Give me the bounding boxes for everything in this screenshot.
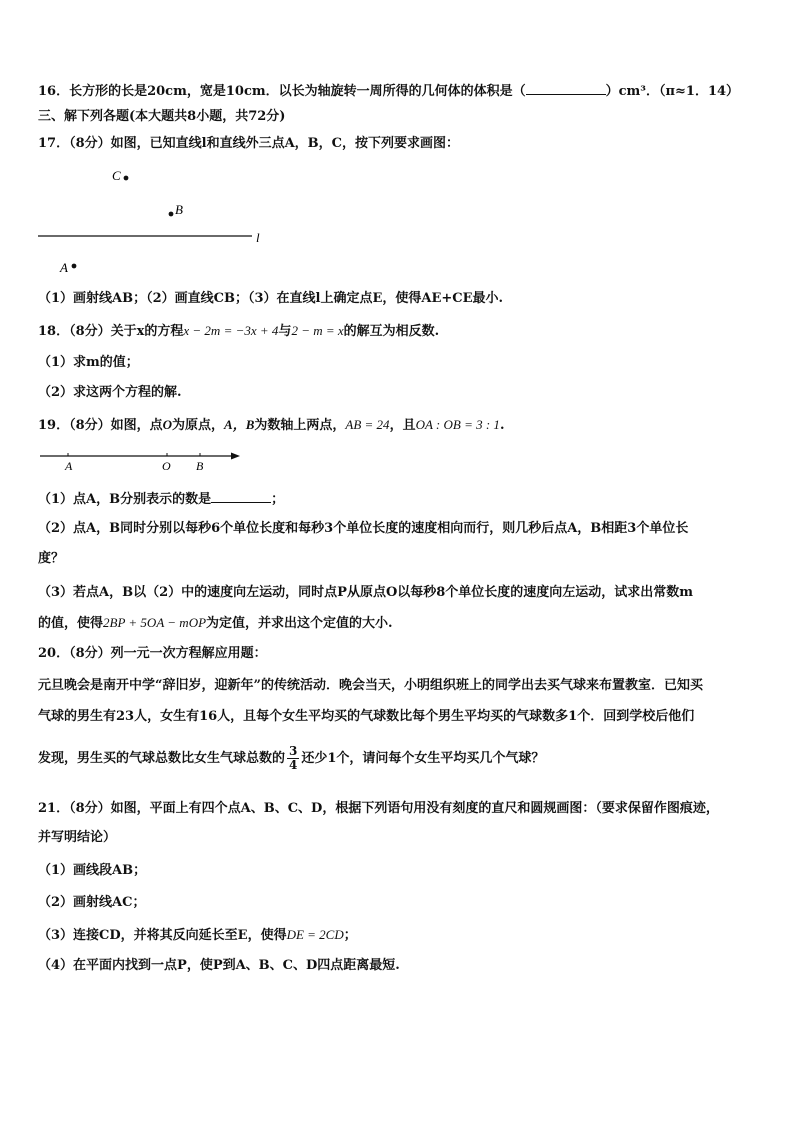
q19-part-2b: 度？: [38, 551, 65, 566]
q19-part-2a: （2）点A，B同时分别以每秒6个单位长度和每秒3个单位长度的速度相向而行，则几秒后点A，B相距3个单位长: [38, 521, 689, 536]
q18-stem-c: 的解互为相反数.: [343, 324, 440, 339]
q16-text-b: ）cm³．（π≈1．14）: [605, 84, 740, 99]
q18-equation-1: x − 2m = −3x + 4: [183, 323, 279, 338]
q19-equation-2: OA : OB = 3 : 1: [415, 417, 500, 432]
q19-stem-a: 19．（8分）如图，点: [38, 418, 163, 433]
q17-point-b: [169, 212, 174, 217]
q20-line-3: [38, 745, 544, 773]
q19-label-b: B: [196, 459, 204, 473]
q19-number-line: [36, 448, 246, 474]
q19-stem-c: 为数轴上两点，: [254, 418, 346, 433]
q19-stem-e: .: [499, 418, 505, 433]
q21-stem-b: 并写明结论）: [38, 830, 117, 845]
q20-line-1: 元旦晚会是南开中学“辞旧岁，迎新年”的传统活动．晚会当天，小明组织班上的同学出去买气球来布置教室．已知买: [38, 678, 703, 693]
q19-axis-arrow: [231, 453, 240, 460]
q17-figure: [30, 160, 290, 280]
q20-fraction-denominator: 4: [289, 758, 298, 772]
q20-fraction: [287, 745, 299, 772]
q19-part-3-expression: 2BP + 5OA − mOP: [103, 615, 207, 630]
q21-part-4: （4）在平面内找到一点P，使P到A、B、C、D四点距离最短.: [38, 958, 400, 973]
q19-stem-b: 为原点，: [172, 418, 225, 433]
q17-stem: 17．（8分）如图，已知直线l和直线外三点A，B，C，按下列要求画图：: [38, 136, 459, 151]
q18-stem-a: 18．（8分）关于x的方程: [38, 324, 184, 339]
q16-line: [38, 82, 739, 101]
q21-part-3a: （3）连接CD，并将其反向延长至E，使得: [38, 928, 287, 943]
q21-part-3: [38, 926, 357, 945]
q17-point-a: [72, 264, 77, 269]
q16-text-a: 16．长方形的长是20cm，宽是10cm．以长为轴旋转一周所得的几何体的体积是（: [38, 84, 526, 99]
q17-parts: （1）画射线AB；（2）画直线CB；（3）在直线l上确定点E，使得AE+CE最小.: [38, 291, 504, 306]
q19-label-a: A: [65, 459, 73, 473]
q18-part-1: （1）求m的值；: [38, 355, 139, 370]
q19-answer-blank[interactable]: [211, 490, 271, 503]
q19-o: O: [162, 417, 173, 432]
q18-equation-2: 2 − m = x: [291, 323, 344, 338]
q20-line-2: 气球的男生有23人，女生有16人，且每个女生平均买的气球数比每个男生平均买的气球数多1个．回到学校后他们: [38, 709, 695, 724]
q20-fraction-numerator: 3: [289, 744, 298, 758]
q17-label-a: A: [60, 260, 68, 275]
q20-line-3a: 发现，男生买的气球总数比女生气球总数的: [38, 751, 286, 766]
q19-label-o: O: [162, 459, 171, 473]
q17-point-c: [124, 176, 129, 181]
q19-part-1-end: ；: [271, 492, 285, 507]
q19-part-3a: （3）若点A，B以（2）中的速度向左运动，同时点P从原点O以每秒8个单位长度的速度向左运动，试求出常数m: [38, 585, 694, 600]
q21-stem-a: 21．（8分）如图，平面上有四个点A、B、C、D，根据下列语句用没有刻度的直尺和圆规画图：（要求保留作图痕迹，: [38, 801, 719, 816]
q17-label-l: l: [256, 230, 260, 245]
q21-part-2: （2）画射线AC；: [38, 895, 146, 910]
q18-stem-b: 与: [278, 324, 292, 339]
q21-part-3-equation: DE = 2CD: [286, 927, 344, 942]
q19-stem-d: ，且: [389, 418, 416, 433]
q17-label-c: C: [112, 168, 121, 183]
q17-label-b: B: [175, 202, 183, 217]
q19-part-1: [38, 490, 284, 509]
q19-stem: [38, 416, 504, 435]
q16-answer-blank[interactable]: [526, 82, 606, 95]
q19-part-3b-2: 为定值，并求出这个定值的大小.: [206, 616, 393, 631]
q18-stem: [38, 322, 439, 341]
q21-part-3b: ；: [343, 928, 357, 943]
section-3-heading: 三、解下列各题(本大题共8小题，共72分): [38, 109, 286, 124]
q21-part-1: （1）画线段AB；: [38, 863, 147, 878]
q19-equation-1: AB = 24: [345, 417, 390, 432]
q18-part-2: （2）求这两个方程的解.: [38, 385, 182, 400]
q19-part-3b: [38, 614, 393, 633]
q19-part-3b-1: 的值，使得: [38, 616, 104, 631]
q20-stem: 20．（8分）列一元一次方程解应用题：: [38, 646, 267, 661]
q19-part-1-text: （1）点A，B分别表示的数是: [38, 492, 212, 507]
q20-line-3b: 还少1个，请问每个女生平均买几个气球？: [301, 751, 545, 766]
q19-ab: A，B: [224, 417, 255, 432]
